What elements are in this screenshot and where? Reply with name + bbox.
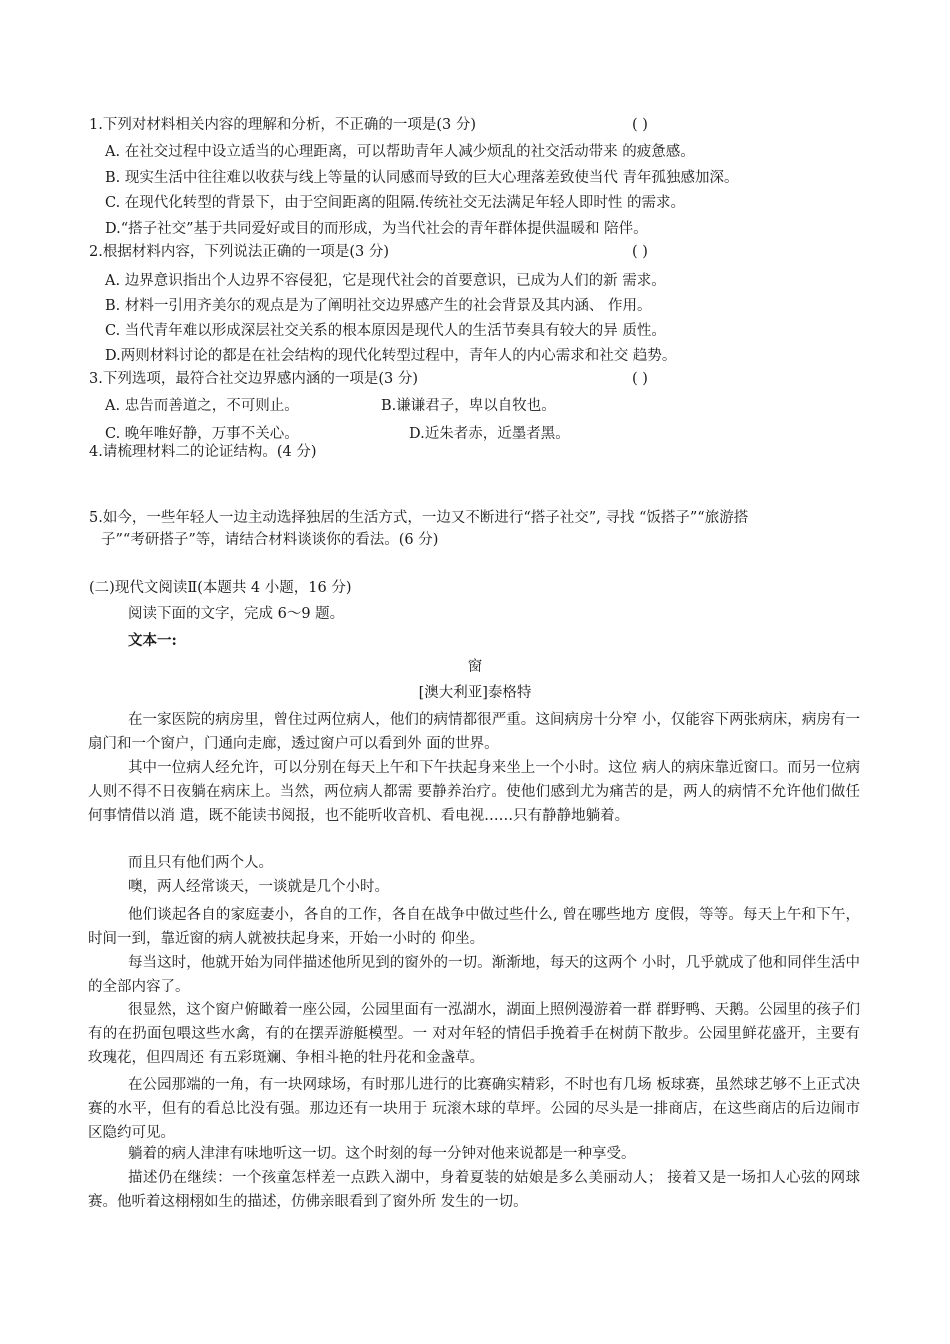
story-paragraph-10: 描述仍在继续：一个孩童怎样差一点跌入湖中，身着夏装的姑娘是多么美丽动人； 接着又是一场扣人心弦的网球赛。他听着这栩栩如生的描述，仿佛亲眼看到了窗外所 发生的一切。 bbox=[88, 1170, 860, 1210]
question-1-option-b: B. 现实生活中往往难以收获与线上等量的认同感而导致的巨大心理落差致使当代 青年孤独感加深。 bbox=[105, 170, 739, 186]
question-2-option-a: A. 边界意识指出个人边界不容侵犯，它是现代社会的首要意识，已成为人们的新 需求。 bbox=[105, 273, 666, 289]
story-paragraph-7: 很显然，这个窗户俯瞰着一座公园，公园里面有一泓湖水，湖面上照例漫游着一群 群野鸭、天鹅。公园里的孩子们有的在扔面包喂这些水禽，有的在摆弄游艇模型。一 对对年轻的情侣手挽着手在树荫下散步。公园里鲜花盛开，主要有玫瑰花，但四周还 有五彩斑斓、争相斗艳的牡丹花和金盏草。 bbox=[88, 1002, 860, 1066]
story-paragraph-8: 在公园那端的一角，有一块网球场，有时那儿进行的比赛确实精彩，不时也有几场 板球赛，虽然球艺够不上正式决赛的水平，但有的看总比没有强。那边还有一块用于 玩滚木球的草坪。公园的尽头是一排商店，在这些商店的后边闹市区隐约可见。 bbox=[88, 1077, 860, 1141]
question-2-option-c: C. 当代青年难以形成深层社交关系的根本原因是现代人的生活节奏具有较大的异 质性。 bbox=[105, 323, 666, 339]
story-paragraph-2: 其中一位病人经允许，可以分别在每天上午和下午扶起身来坐上一个小时。这位 病人的病床靠近窗口。而另一位病人则不得不日夜躺在病床上。当然，两位病人都需 要静养治疗。使他们感到尤为痛苦的是，两人的病情不允许他们做任何事情借以消 遣，既不能读书阅报，也不能听收音机、看电视……只有静静地躺着。 bbox=[88, 760, 860, 824]
question-3-option-a: A. 忠告而善道之，不可则止。 bbox=[105, 398, 299, 414]
question-3-stem: 3.下列选项，最符合社交边界感内涵的一项是(3 分) bbox=[89, 371, 418, 387]
question-1-option-a: A. 在社交过程中设立适当的心理距离，可以帮助青年人减少烦乱的社交活动带来 的疲惫感。 bbox=[105, 144, 695, 160]
question-2-option-d: D.两则材料讨论的都是在社会结构的现代化转型过程中，青年人的内心需求和社交 趋势。 bbox=[105, 348, 677, 364]
story-paragraph-3: 而且只有他们两个人。 bbox=[128, 855, 273, 871]
question-1-option-d: D.“搭子社交”基于共同爱好或目的而形成，为当代社会的青年群体提供温暖和 陪伴。 bbox=[105, 221, 648, 237]
text-one-label: 文本一: bbox=[128, 632, 177, 649]
question-3-option-d: D.近朱者赤，近墨者黑。 bbox=[409, 426, 570, 442]
story-author: [澳大利亚]泰格特 bbox=[418, 685, 532, 701]
question-5-line-1: 5.如今，一些年轻人一边主动选择独居的生活方式，一边又不断进行“搭子社交”, 寻找 “饭搭子”“旅游搭 bbox=[89, 510, 749, 526]
question-1-option-c: C. 在现代化转型的背景下，由于空间距离的阻隔.传统社交无法满足年轻人即时性 的需求。 bbox=[105, 195, 686, 211]
question-5-line-2: 子”“考研搭子”等，请结合材料谈谈你的看法。(6 分) bbox=[101, 532, 439, 548]
story-paragraph-5: 他们谈起各自的家庭妻小，各自的工作，各自在战争中做过些什么, 曾在哪些地方 度假，等等。每天上午和下午，时间一到，靠近窗的病人就被扶起身来，开始一小时的 仰坐。 bbox=[88, 907, 860, 947]
section-heading: (二)现代文阅读Ⅱ(本题共 4 小题，16 分) bbox=[89, 580, 352, 596]
reading-instruction: 阅读下面的文字，完成 6～9 题。 bbox=[128, 606, 345, 622]
question-4-stem: 4.请梳理材料二的论证结构。(4 分) bbox=[89, 444, 317, 460]
story-title: 窗 bbox=[467, 659, 483, 675]
question-2-stem: 2.根据材料内容，下列说法正确的一项是(3 分) bbox=[89, 244, 389, 260]
question-2-option-b: B. 材料一引用齐美尔的观点是为了阐明社交边界感产生的社会背景及其内涵、 作用。 bbox=[105, 298, 652, 314]
question-3-option-b: B.谦谦君子，卑以自牧也。 bbox=[381, 398, 556, 414]
question-2-answer-paren: ( ) bbox=[632, 244, 648, 260]
story-paragraph-6: 每当这时，他就开始为同伴描述他所见到的窗外的一切。渐渐地，每天的这两个 小时，几乎就成了他和同伴生活中的全部内容了。 bbox=[88, 955, 860, 995]
question-1-stem: 1.下列对材料相关内容的理解和分析，不正确的一项是(3 分) bbox=[89, 117, 476, 133]
story-paragraph-9: 躺着的病人津津有味地听这一切。这个时刻的每一分钟对他来说都是一种享受。 bbox=[128, 1146, 636, 1162]
question-1-answer-paren: ( ) bbox=[632, 117, 648, 133]
question-3-option-c: C. 晚年唯好静，万事不关心。 bbox=[105, 426, 299, 442]
story-paragraph-4: 噢，两人经常谈天，一谈就是几个小时。 bbox=[128, 879, 389, 895]
question-3-answer-paren: ( ) bbox=[632, 371, 648, 387]
story-paragraph-1: 在一家医院的病房里，曾住过两位病人，他们的病情都很严重。这间病房十分窄 小，仅能容下两张病床，病房有一扇门和一个窗户，门通向走廊，透过窗户可以看到外 面的世界。 bbox=[88, 712, 860, 752]
